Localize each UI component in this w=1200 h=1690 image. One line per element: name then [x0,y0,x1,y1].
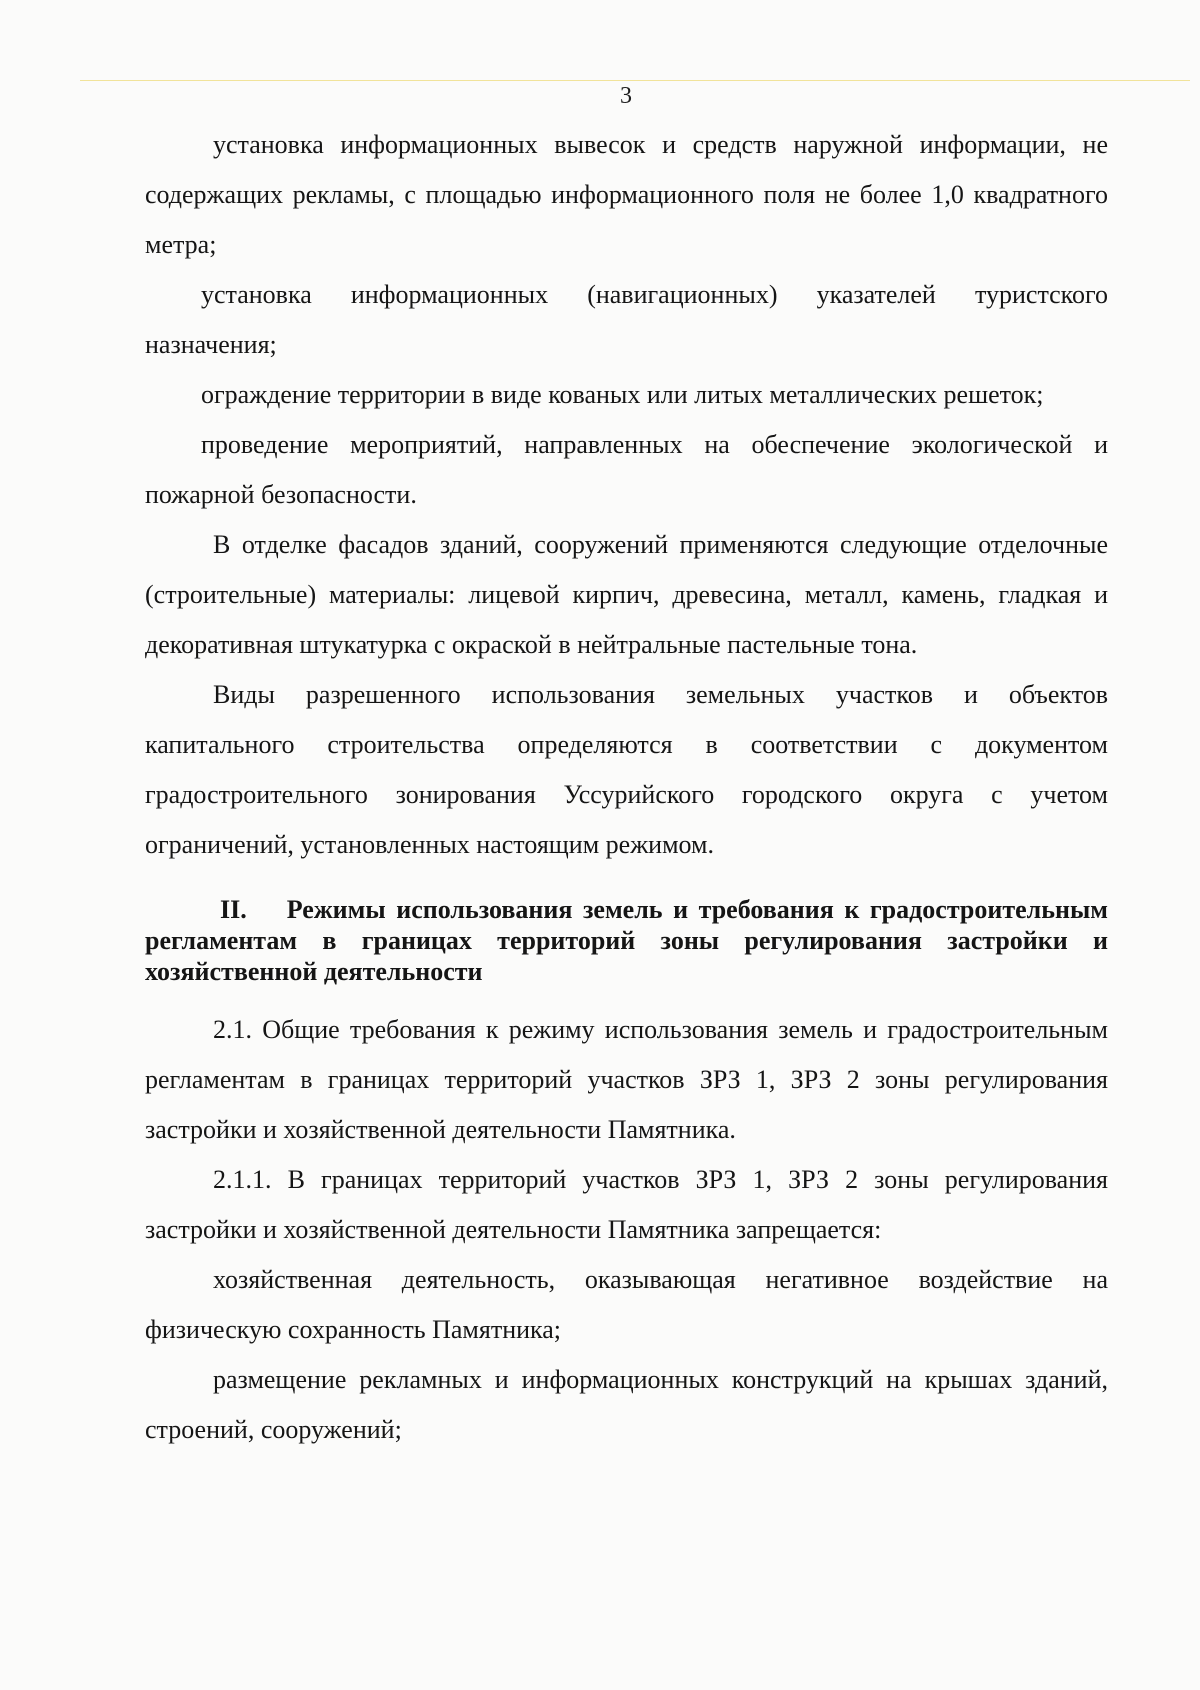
section-heading [145,894,1108,987]
paragraph: размещение рекламных и информационных конструкций на крышах зданий, строений, сооружений; [145,1365,1108,1444]
section-number: II. [220,895,247,924]
document-body [145,120,1108,1455]
paragraph: установка информационных (навигационных) указателей туристского назначения; [145,280,1108,359]
paragraph: 2.1. Общие требования к режиму использования земель и градостроительным регламентам в границах территорий участков ЗРЗ 1, ЗРЗ 2 зоны регулирования застройки и хозяйственной деятельности Памятника. [145,1015,1108,1144]
paragraph: 2.1.1. В границах территорий участков ЗРЗ 1, ЗРЗ 2 зоны регулирования застройки и хозяйственной деятельности Памятника запрещается: [145,1165,1108,1244]
paragraph: проведение мероприятий, направленных на обеспечение экологической и пожарной безопасности. [145,430,1108,509]
paragraph: В отделке фасадов зданий, сооружений применяются следующие отделочные (строительные) материалы: лицевой кирпич, древесина, металл, камень, гладкая и декоративная штукатурка с окраской в нейтральные пастельные тона. [145,530,1108,659]
section-title: Режимы использования земель и требования к градостроительным регламентам в границах территорий зоны регулирования застройки и хозяйственной деятельности [145,895,1108,986]
paragraph: хозяйственная деятельность, оказывающая негативное воздействие на физическую сохранность Памятника; [145,1265,1108,1344]
paragraph: Виды разрешенного использования земельных участков и объектов капитального строительства определяются в соответствии с документом градостроительного зонирования Уссурийского городского округа с учетом ограничений, установленных настоящим режимом. [145,680,1108,859]
paragraph: ограждение территории в виде кованых или литых металлических решеток; [201,380,1044,409]
paragraph: установка информационных вывесок и средств наружной информации, не содержащих рекламы, с площадью информационного поля не более 1,0 квадратного метра; [145,130,1108,259]
page-number: 3 [620,83,632,109]
